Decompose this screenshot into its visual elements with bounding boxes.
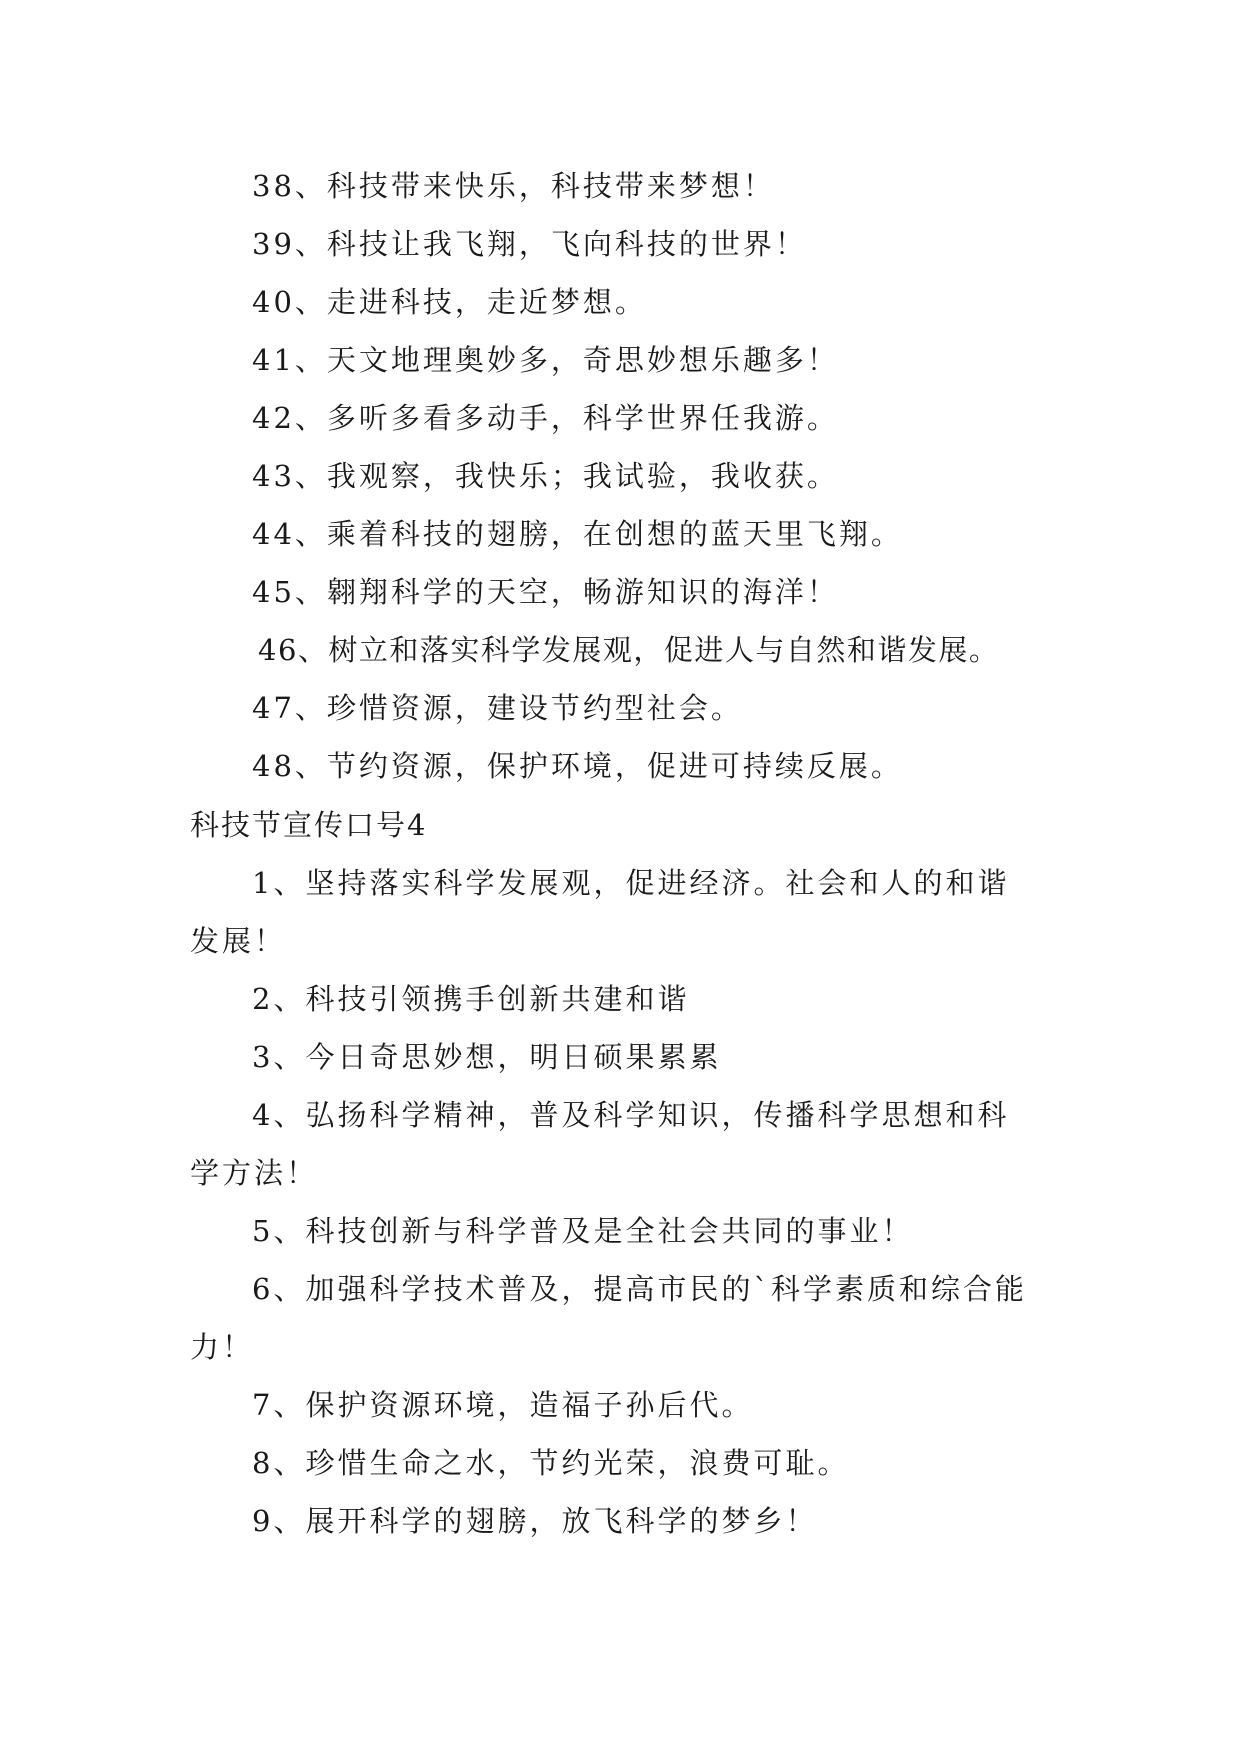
slogan-7: 7、保护资源环境，造福子孙后代。 (252, 1388, 754, 1422)
slogan-6: 6、加强科学技术普及，提高市民的`科学素质和综合能 (252, 1272, 1027, 1306)
slogan-3: 3、今日奇思妙想，明日硕果累累 (252, 1040, 722, 1074)
slogan-48: 48、节约资源，保护环境，促进可持续反展。 (252, 749, 903, 783)
slogan-39: 39、科技让我飞翔，飞向科技的世界！ (252, 227, 807, 261)
slogan-46: 46、树立和落实科学发展观，促进人与自然和谐发展。 (258, 633, 1000, 667)
slogan-4: 4、弘扬科学精神，普及科学知识，传播科学思想和科 (252, 1098, 1010, 1132)
slogan-47: 47、珍惜资源，建设节约型社会。 (252, 691, 743, 725)
slogan-6-continued: 力！ (190, 1330, 255, 1364)
slogan-5: 5、科技创新与科学普及是全社会共同的事业！ (252, 1214, 914, 1248)
slogan-41: 41、天文地理奥妙多，奇思妙想乐趣多！ (252, 343, 839, 377)
slogan-40: 40、走进科技，走近梦想。 (252, 285, 647, 319)
slogan-45: 45、翱翔科学的天空，畅游知识的海洋！ (252, 575, 839, 609)
slogan-2: 2、科技引领携手创新共建和谐 (252, 982, 690, 1016)
slogan-1: 1、坚持落实科学发展观，促进经济。社会和人的和谐 (252, 866, 1010, 900)
slogan-4-continued: 学方法！ (190, 1156, 319, 1190)
slogan-1-continued: 发展！ (190, 924, 287, 958)
slogan-43: 43、我观察，我快乐；我试验，我收获。 (252, 459, 839, 493)
slogan-42: 42、多听多看多动手，科学世界任我游。 (252, 401, 839, 435)
slogan-8: 8、珍惜生命之水，节约光荣，浪费可耻。 (252, 1446, 850, 1480)
slogan-44: 44、乘着科技的翅膀，在创想的蓝天里飞翔。 (252, 517, 903, 551)
slogan-38: 38、科技带来快乐，科技带来梦想！ (252, 169, 775, 203)
section-heading: 科技节宣传口号4 (190, 808, 428, 842)
slogan-9: 9、展开科学的翅膀，放飞科学的梦乡！ (252, 1504, 818, 1538)
